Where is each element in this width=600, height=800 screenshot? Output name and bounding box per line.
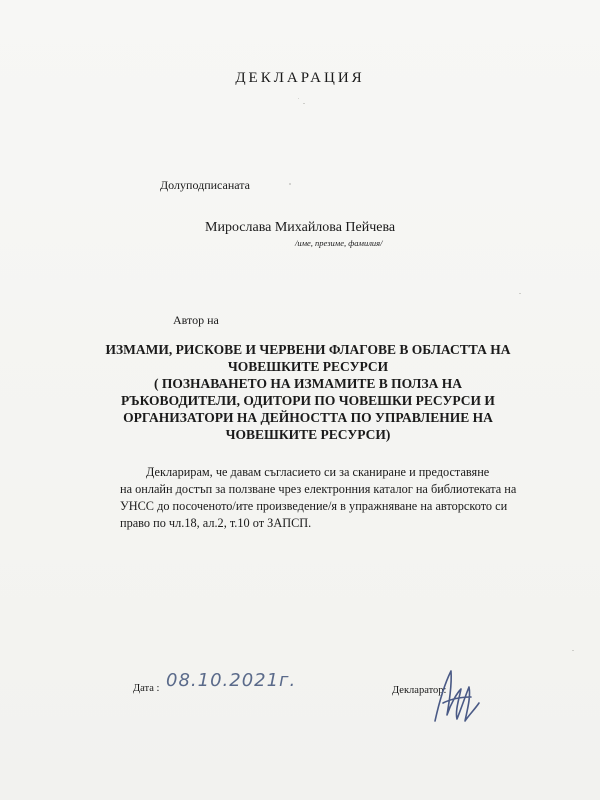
name-hint: /име, презиме, фамилия/: [295, 238, 383, 248]
work-title-line: ИЗМАМИ, РИСКОВЕ И ЧЕРВЕНИ ФЛАГОВЕ В ОБЛАСТТА НА: [105, 342, 511, 357]
declaration-text: [120, 464, 520, 532]
work-title-line: ОРГАНИЗАТОРИ НА ДЕЙНОСТТА ПО УПРАВЛЕНИЕ НА: [123, 410, 493, 425]
work-title-line: РЪКОВОДИТЕЛИ, ОДИТОРИ ПО ЧОВЕШКИ РЕСУРСИ И: [121, 393, 495, 408]
declarant-name: Мирослава Михайлова Пейчева: [205, 220, 396, 235]
date-label: Дата :: [133, 683, 160, 694]
declaration-line: УНСС до посоченото/ите произведение/я в упражняване на авторското си: [120, 499, 508, 513]
declaration-line: на онлайн достъп за ползване чрез електронния каталог на библиотеката на: [120, 482, 517, 496]
document-title: ДЕКЛАРАЦИЯ: [235, 70, 365, 86]
scan-speck: [298, 98, 299, 99]
scan-speck: [303, 103, 305, 104]
undersigned-label: Долуподписаната: [160, 178, 250, 192]
author-label: Автор на: [173, 313, 219, 327]
scan-speck: [519, 293, 521, 294]
declaration-line: право по чл.18, ал.2, т.10 от ЗАПСП.: [120, 516, 312, 530]
signature-icon: [425, 663, 485, 733]
handwritten-date: 08.10.2021г.: [166, 670, 297, 691]
work-title-line: ЧОВЕШКИТЕ РЕСУРСИ): [225, 427, 391, 442]
work-title-line: ( ПОЗНАВАНЕТО НА ИЗМАМИТЕ В ПОЛЗА НА: [154, 376, 462, 391]
scan-speck: [289, 183, 291, 185]
work-title-line: ЧОВЕШКИТЕ РЕСУРСИ: [227, 359, 389, 374]
scan-speck: [572, 650, 574, 651]
work-title: [98, 341, 518, 443]
declaration-line: Декларирам, че давам съгласието си за сканиране и предоставяне: [146, 465, 490, 479]
declarant-label: Декларатор:: [392, 685, 447, 696]
